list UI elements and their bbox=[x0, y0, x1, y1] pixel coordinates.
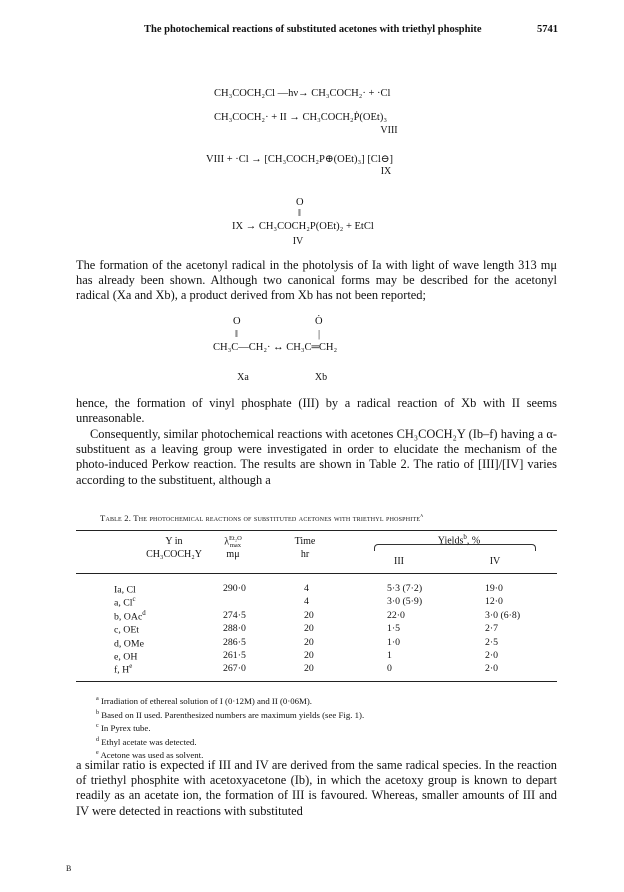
xa-double-bond: ‖ bbox=[235, 329, 238, 340]
footnote-mark: a bbox=[96, 696, 99, 702]
cell-substituent: c, OEt bbox=[114, 624, 140, 636]
cell-yield-iii: 1·5 bbox=[387, 623, 401, 635]
table-row bbox=[76, 583, 557, 596]
footnote bbox=[96, 708, 536, 722]
table-title bbox=[100, 513, 560, 523]
footnote-text: Based on II used. Parenthesized numbers are maximum yields (see Fig. 1). bbox=[101, 709, 365, 720]
footnote-text: Acetone was used as solvent. bbox=[100, 749, 204, 760]
footnote bbox=[96, 735, 536, 749]
footnote-mark: d bbox=[96, 736, 100, 743]
label-viii: VIII bbox=[380, 125, 398, 136]
footnote-mark: c bbox=[132, 596, 136, 604]
cell-lambda-max: 288·0 bbox=[223, 623, 246, 635]
cell-yield-iv: 2·5 bbox=[485, 636, 499, 648]
footnote bbox=[96, 694, 536, 708]
xb-oxygen: Ȯ bbox=[315, 316, 323, 327]
paragraph-4: a similar ratio is expected if III and IV are derived from the same radical species. In the reaction of triethyl phosphite with acetoxyacetone (Ib), in which the acetoxy group is known to depart readily as an acetate ion, the formation of III is favoured. Whereas, smaller amounts of III and IV were detected in reactions with substituted bbox=[76, 758, 557, 818]
cell-yield-iv: 12·0 bbox=[485, 596, 503, 608]
footnote bbox=[96, 721, 536, 735]
cell-yield-iii: 5·3 (7·2) bbox=[387, 583, 423, 594]
xa-oxygen: O bbox=[233, 316, 241, 327]
footnote-text: Irradiation of ethereal solution of I (0·12M) and II (0·06M). bbox=[100, 695, 312, 706]
cell-yield-iii: 3·0 (5·9) bbox=[387, 596, 423, 608]
header-y-in: Y in bbox=[165, 536, 183, 547]
cell-lambda-max: 267·0 bbox=[223, 663, 246, 675]
table-top-rule bbox=[76, 530, 557, 531]
cell-yield-iv: 2·7 bbox=[485, 623, 499, 635]
cell-yield-iii: 22·0 bbox=[387, 609, 405, 621]
cell-time: 20 bbox=[304, 663, 314, 675]
cell-yield-iv: 3·0 (6·8) bbox=[485, 609, 521, 621]
scheme-line-2: CH₃COCH₂· + II → CH₃COCH₂Ṗ(OEt)₃ bbox=[214, 112, 387, 123]
cell-time: 20 bbox=[304, 623, 314, 635]
cell-lambda-max: 290·0 bbox=[223, 583, 246, 594]
label-iv: IV bbox=[292, 236, 304, 247]
cell-yield-iv: 2·0 bbox=[485, 649, 499, 661]
header-substrate: CH₃COCH₂Y bbox=[146, 549, 202, 560]
cell-yield-iii: 1·0 bbox=[387, 636, 401, 648]
cell-yield-iv: 19·0 bbox=[485, 583, 503, 594]
cell-time: 4 bbox=[304, 583, 309, 594]
phosphoryl-oxygen: O bbox=[296, 197, 304, 208]
xb-single-bond: | bbox=[318, 329, 321, 340]
table-bottom-rule bbox=[76, 681, 557, 682]
cell-yield-iv: 2·0 bbox=[485, 663, 499, 675]
header-lambda: λ Et₂O max bbox=[224, 535, 242, 549]
yields-brace bbox=[374, 544, 536, 551]
footnote-mark: e bbox=[129, 663, 133, 671]
header-time: Time bbox=[294, 536, 316, 547]
table-header-rule bbox=[76, 573, 557, 574]
scheme-line-1: CH₃COCH₂Cl —hν→ CH₃COCH₂· + ·Cl bbox=[214, 88, 391, 99]
table-title-text: Table 2. The photochemical reactions of substituted acetones with triethyl phosphite bbox=[100, 513, 421, 523]
cell-time: 20 bbox=[304, 609, 314, 621]
table-row bbox=[76, 610, 557, 623]
header-yields: Yields$^b$, % bbox=[437, 533, 481, 547]
cell-time: 20 bbox=[304, 636, 314, 648]
label-xa: Xa bbox=[237, 372, 249, 383]
paragraph-2: hence, the formation of vinyl phosphate (III) by a radical reaction of Xb with II seems unreasonable. bbox=[76, 396, 557, 426]
cell-time: 20 bbox=[304, 649, 314, 661]
table-row bbox=[76, 623, 557, 636]
cell-substituent: f, $H^e$ bbox=[114, 663, 133, 676]
footnote-mark: c bbox=[96, 723, 99, 730]
scheme-line-3: VIII + ·Cl → [CH₃COCH₂P⊕(OEt)₃] [Cl⊖] bbox=[206, 154, 394, 165]
cell-yield-iii: 1 bbox=[387, 649, 392, 661]
footnote-text: Ethyl acetate was detected. bbox=[101, 736, 197, 747]
cell-substituent: b, OAc$^d$ bbox=[114, 609, 146, 623]
cell-lambda-max: 274·5 bbox=[223, 609, 246, 621]
header-time-unit: hr bbox=[300, 549, 310, 560]
header-lambda-unit: mμ bbox=[226, 549, 240, 560]
footnote-text: In Pyrex tube. bbox=[100, 722, 151, 733]
paragraph-1: The formation of the acetonyl radical in the photolysis of Ia with light of wave length 313 mμ has already been shown. Although two canonical forms may be described for the acetonyl radical (Xa and Xb), a product derived from Xb has not been reported; bbox=[76, 258, 557, 303]
table-row bbox=[76, 637, 557, 650]
scheme-line-4: IX → CH₃COCH₂P(OEt)₂ + EtCl bbox=[232, 221, 374, 232]
paragraph-3: Consequently, similar photochemical reactions with acetones CH₃COCH₂Y (Ib–f) having a α-substituent as a leaving group were investigated in order to elucidate the mechanism of the photo-induced Perkow reaction. The results are shown in Table 2. The ratio of [III]/[IV] varies according to the substituent, although a bbox=[76, 427, 557, 487]
label-xb: Xb bbox=[314, 372, 328, 383]
table-body bbox=[76, 583, 557, 677]
signature-mark: B bbox=[66, 864, 72, 873]
footnote-mark: d bbox=[142, 609, 146, 617]
label-ix: IX bbox=[380, 166, 392, 177]
table-footnotes bbox=[96, 694, 536, 762]
header-iv: IV bbox=[489, 556, 501, 567]
cell-lambda-max: 286·5 bbox=[223, 636, 246, 648]
cell-substituent: d, OMe bbox=[114, 637, 144, 649]
table-row bbox=[76, 650, 557, 663]
cell-time: 4 bbox=[304, 596, 309, 608]
table-row bbox=[76, 663, 557, 676]
cell-substituent: e, OH bbox=[114, 651, 138, 663]
footnote-mark: b bbox=[96, 709, 100, 716]
header-iii: III bbox=[394, 556, 404, 567]
cell-lambda-max: 261·5 bbox=[223, 649, 246, 661]
cell-substituent: Ia, Cl bbox=[114, 584, 136, 596]
canonical-structures: CH₃C—CH₂· ↔ CH₃C═CH₂ bbox=[213, 342, 338, 353]
cell-yield-iii: 0 bbox=[387, 663, 392, 675]
page-number: 5741 bbox=[537, 24, 558, 35]
running-title: The photochemical reactions of substituted acetones with triethyl phosphite bbox=[144, 24, 482, 35]
cell-substituent: a, Cl$^c$ bbox=[114, 596, 136, 609]
footnote-mark: e bbox=[96, 750, 99, 757]
table-row bbox=[76, 596, 557, 609]
phosphoryl-double-bond: ‖ bbox=[298, 208, 301, 219]
running-header bbox=[88, 24, 558, 40]
table-title-footnote-mark: a bbox=[420, 513, 424, 520]
